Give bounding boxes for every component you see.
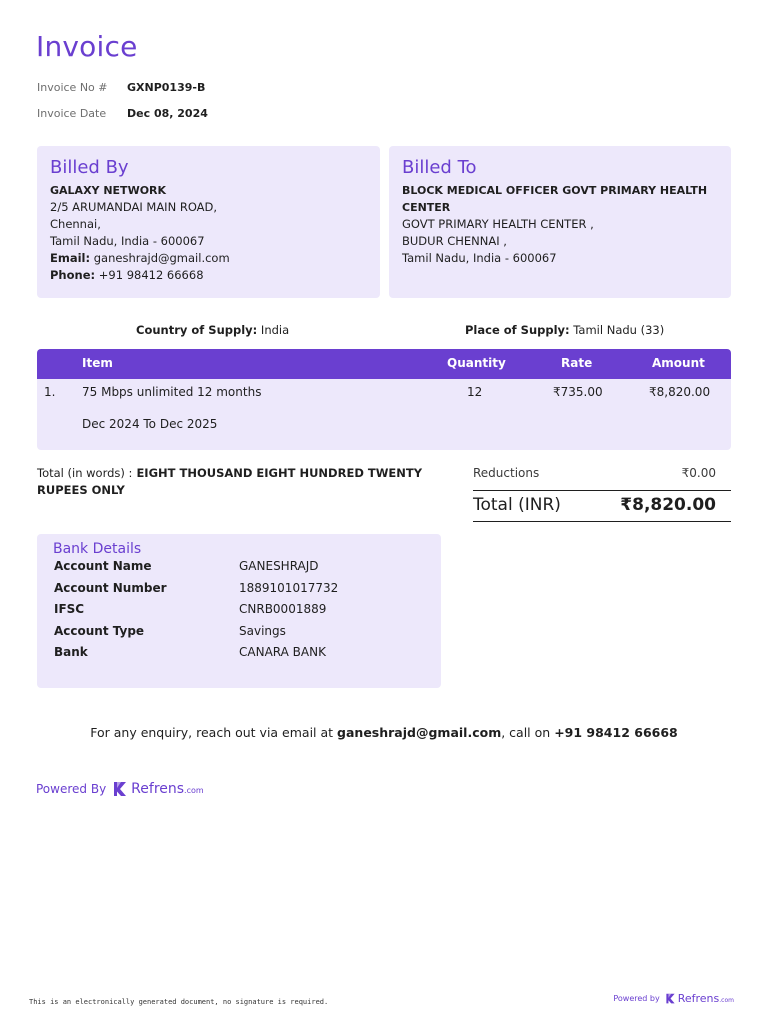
bank-label: Bank [54, 645, 88, 659]
place-of-supply-label: Place of Supply: [465, 323, 570, 337]
billed-to-address-line3: Tamil Nadu, India - 600067 [402, 251, 557, 265]
table-row [37, 379, 731, 450]
reductions-row [473, 466, 716, 480]
row-index: 1. [44, 385, 56, 399]
place-of-supply [465, 323, 664, 337]
billed-by-phone-label: Phone: [50, 268, 96, 282]
total-in-words [37, 465, 457, 499]
billed-to-panel [389, 146, 731, 298]
billed-by-email[interactable]: ganeshrajd@gmail.com [93, 251, 230, 265]
refrens-logo-icon [112, 781, 128, 797]
bank-row-ifsc [54, 602, 434, 616]
invoice-date: Dec 08, 2024 [127, 107, 208, 120]
billed-by-address-line3: Tamil Nadu, India - 600067 [50, 234, 205, 248]
enquiry-prefix: For any enquiry, reach out via email at [90, 725, 334, 740]
footer-refrens-logo-text: Refrens.com [677, 992, 734, 1005]
row-rate: ₹735.00 [553, 385, 603, 399]
invoice-date-row [37, 107, 208, 120]
reductions-value: ₹0.00 [681, 466, 716, 480]
enquiry-middle: , call on [501, 725, 551, 740]
bank-label: IFSC [54, 602, 85, 616]
invoice-number: GXNP0139-B [127, 81, 206, 94]
header-item: Item [82, 356, 113, 370]
billed-by-title: Billed By [50, 157, 129, 178]
row-description: Dec 2024 To Dec 2025 [82, 417, 218, 431]
powered-by[interactable] [36, 781, 204, 797]
row-quantity: 12 [467, 385, 483, 399]
row-amount: ₹8,820.00 [649, 385, 711, 399]
grand-total-value: ₹8,820.00 [620, 495, 716, 515]
grand-total-label: Total (INR) [473, 495, 561, 515]
totals-divider-top [473, 490, 731, 491]
total-in-words-label: Total (in words) : [37, 466, 133, 480]
place-of-supply-value: Tamil Nadu (33) [573, 323, 665, 337]
enquiry-email[interactable]: ganeshrajd@gmail.com [337, 725, 502, 740]
enquiry-phone: +91 98412 66668 [554, 725, 678, 740]
bank-value: CANARA BANK [239, 645, 326, 659]
country-of-supply-value: India [260, 323, 290, 337]
bank-row-account-name [54, 559, 434, 573]
bank-label: Account Name [54, 559, 152, 573]
enquiry-note [0, 725, 768, 740]
billed-by-address-line1: 2/5 ARUMANDAI MAIN ROAD, [50, 200, 218, 214]
billed-by-panel [37, 146, 380, 298]
row-item: 75 Mbps unlimited 12 months [82, 385, 262, 399]
total-in-words-value: EIGHT THOUSAND EIGHT HUNDRED TWENTY RUPEES ONLY [37, 466, 423, 497]
footer-powered-by-label: Powered by [613, 994, 660, 1003]
invoice-number-label: Invoice No # [37, 81, 108, 94]
items-table-header [37, 349, 731, 379]
refrens-logo-icon [665, 993, 676, 1004]
invoice-number-row [37, 81, 205, 94]
billed-by-phone: +91 98412 66668 [98, 268, 204, 282]
bank-label: Account Type [54, 624, 145, 638]
header-quantity: Quantity [447, 356, 506, 370]
billed-by-email-row [50, 250, 367, 267]
billed-to-title: Billed To [402, 157, 477, 178]
bank-value: 1889101017732 [239, 581, 339, 595]
billed-to-address-line1: GOVT PRIMARY HEALTH CENTER , [402, 217, 594, 231]
footer-note: This is an electronically generated document, no signature is required. [29, 998, 329, 1006]
billed-by-email-label: Email: [50, 251, 91, 265]
bank-row-account-number [54, 581, 434, 595]
powered-by-label: Powered By [36, 782, 107, 796]
billed-to-address-line2: BUDUR CHENNAI , [402, 234, 507, 248]
header-rate: Rate [561, 356, 593, 370]
bank-value: CNRB0001889 [239, 602, 327, 616]
billed-by-name: GALAXY NETWORK [50, 184, 167, 197]
bank-row-bank [54, 645, 434, 659]
billed-to-name-line2: CENTER [402, 201, 451, 214]
billed-by-phone-row [50, 267, 367, 284]
country-of-supply [136, 323, 289, 337]
refrens-logo-text: Refrens.com [131, 781, 204, 797]
invoice-date-label: Invoice Date [37, 107, 107, 120]
footer-powered-by[interactable] [613, 992, 734, 1005]
totals-divider-bottom [473, 521, 731, 522]
bank-row-account-type [54, 624, 434, 638]
country-of-supply-label: Country of Supply: [136, 323, 258, 337]
grand-total-row [473, 495, 716, 515]
bank-label: Account Number [54, 581, 167, 595]
page-title: Invoice [36, 30, 138, 63]
bank-details-title: Bank Details [53, 541, 142, 557]
billed-to-name-line1: BLOCK MEDICAL OFFICER GOVT PRIMARY HEALTH [402, 184, 708, 197]
reductions-label: Reductions [473, 466, 540, 480]
bank-value: GANESHRAJD [239, 559, 319, 573]
billed-by-address-line2: Chennai, [50, 217, 101, 231]
header-amount: Amount [652, 356, 705, 370]
bank-details-panel [37, 534, 441, 688]
bank-value: Savings [239, 624, 286, 638]
